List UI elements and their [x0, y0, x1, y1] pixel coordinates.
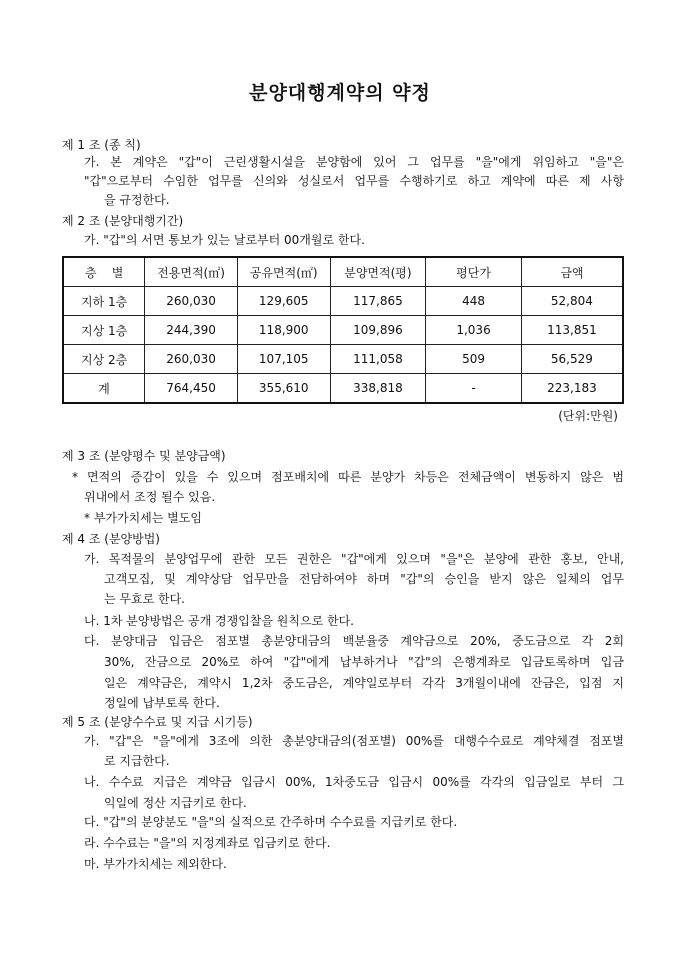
- article-5-item-da: 다. "갑"의 분양분도 "을"의 실적으로 간주하며 수수료를 지급키로 한다.: [84, 815, 458, 829]
- table-cell: -: [426, 374, 522, 404]
- article-5-item-ga-line-2: 로 지급한다.: [104, 754, 170, 768]
- table-cell: 56,529: [521, 345, 623, 374]
- article-4-item-da-line-3: 일은 계약금은, 계약시 1,2차 중도금은, 계약일로부터 각각 3개월이내에 잔금은, 입점 지: [104, 676, 624, 690]
- article-4-item-ga-line-2: 고객모집, 및 계약상담 업무만을 전담하여야 하며 "갑"의 승인을 받지 않은 일체의 업무: [104, 572, 624, 586]
- table-cell: 1,036: [426, 316, 522, 345]
- document-title: 분양대행계약의 약정: [249, 82, 431, 104]
- table-cell: 52,804: [521, 287, 623, 316]
- table-row: [63, 316, 623, 345]
- table-cell: 지상 2층: [63, 345, 145, 374]
- article-4-item-da-line-1: 다. 분양대금 입금은 점포별 총분양대금의 백분율중 계약금으로 20%, 중도금으로 각 2회: [84, 634, 624, 648]
- article-3-note-2: * 부가가치세는 별도임: [84, 511, 202, 525]
- article-2-heading: 제 2 조 (분양대행기간): [62, 214, 184, 228]
- table-cell: 118,900: [237, 316, 330, 345]
- table-header-cell: 공유면적(㎡): [237, 257, 330, 287]
- table-header-cell: 분양면적(평): [330, 257, 426, 287]
- article-3-heading: 제 3 조 (분양평수 및 분양금액): [62, 449, 226, 463]
- table-cell: 113,851: [521, 316, 623, 345]
- article-1-heading: 제 1 조 (종 칙): [62, 138, 141, 152]
- table-header-cell: 층 별: [63, 257, 145, 287]
- table-cell: 109,896: [330, 316, 426, 345]
- article-4-item-ga-line-1: 가. 목적물의 분양업무에 관한 모든 권한은 "갑"에게 있으며 "을"은 분양에 관한 홍보, 안내,: [84, 552, 624, 566]
- article-4-item-ga-line-3: 는 무효로 한다.: [104, 592, 185, 606]
- table-header-row: [63, 257, 623, 287]
- article-1-item-ga-line-3: 을 규정한다.: [104, 193, 170, 207]
- table-cell: 117,865: [330, 287, 426, 316]
- article-5-item-ga-line-1: 가. "갑"은 "을"에게 3조에 의한 총분양대금의(점포별) 00%를 대행수수료로 계약체결 점포별: [84, 734, 624, 748]
- article-4-heading: 제 4 조 (분양방법): [62, 532, 160, 546]
- table-cell: 260,030: [145, 345, 238, 374]
- article-1-item-ga-line-1: 가. 본 계약은 "갑"이 근린생활시설을 분양함에 있어 그 업무를 "을"에게 위임하고 "을"은: [84, 155, 624, 169]
- article-5-item-na-line-1: 나. 수수료 지급은 계약금 입금시 00%, 1차중도금 입금시 00%를 각각의 입금일로 부터 그: [84, 775, 624, 789]
- table-cell: 지상 1층: [63, 316, 145, 345]
- table-header-cell: 금액: [521, 257, 623, 287]
- table-header-cell: 평단가: [426, 257, 522, 287]
- table-cell: 계: [63, 374, 145, 404]
- table-unit-note: (단위:만원): [558, 409, 618, 423]
- table-cell: 509: [426, 345, 522, 374]
- table-row: [63, 345, 623, 374]
- table-cell: 448: [426, 287, 522, 316]
- table-cell: 764,450: [145, 374, 238, 404]
- article-3-note-1-line-1: * 면적의 증감이 있을 수 있으며 점포배치에 따른 분양가 차등은 전체금액이 변동하지 않은 범: [72, 470, 624, 484]
- table-cell: 355,610: [237, 374, 330, 404]
- article-4-item-na: 나. 1차 분양방법은 공개 경쟁입찰을 원칙으로 한다.: [84, 614, 354, 628]
- table-cell: 244,390: [145, 316, 238, 345]
- article-5-item-ma: 마. 부가가치세는 제외한다.: [84, 857, 227, 871]
- table-cell: 107,105: [237, 345, 330, 374]
- article-4-item-da-line-4: 정일에 납부토록 한다.: [104, 696, 220, 710]
- table-cell: 338,818: [330, 374, 426, 404]
- table-cell: 111,058: [330, 345, 426, 374]
- table-cell: 260,030: [145, 287, 238, 316]
- article-2-item-ga: 가. "갑"의 서면 통보가 있는 날로부터 00개월로 한다.: [84, 233, 365, 247]
- table-header-cell: 전용면적(㎡): [145, 257, 238, 287]
- article-5-item-na-line-2: 익일에 정산 지급키로 한다.: [104, 796, 247, 810]
- article-5-heading: 제 5 조 (분양수수료 및 지급 시기등): [62, 715, 253, 729]
- table-cell: 지하 1층: [63, 287, 145, 316]
- article-5-item-ra: 라. 수수료는 "을"의 지정계좌로 입금키로 한다.: [84, 836, 331, 850]
- table-cell: 129,605: [237, 287, 330, 316]
- table-total-row: [63, 374, 623, 404]
- article-4-item-da-line-2: 30%, 잔금으로 20%로 하여 "갑"에게 납부하거나 "갑"의 은행계좌로 입금토록하며 입금: [104, 655, 624, 669]
- sales-area-table: [62, 256, 624, 404]
- article-3-note-1-line-2: 위내에서 조정 될수 있음.: [84, 490, 216, 504]
- table-row: [63, 287, 623, 316]
- table-cell: 223,183: [521, 374, 623, 404]
- article-1-item-ga-line-2: "갑"으로부터 수임한 업무를 신의와 성실로서 업무를 수행하기로 하고 계약에 따른 제 사항: [84, 174, 624, 188]
